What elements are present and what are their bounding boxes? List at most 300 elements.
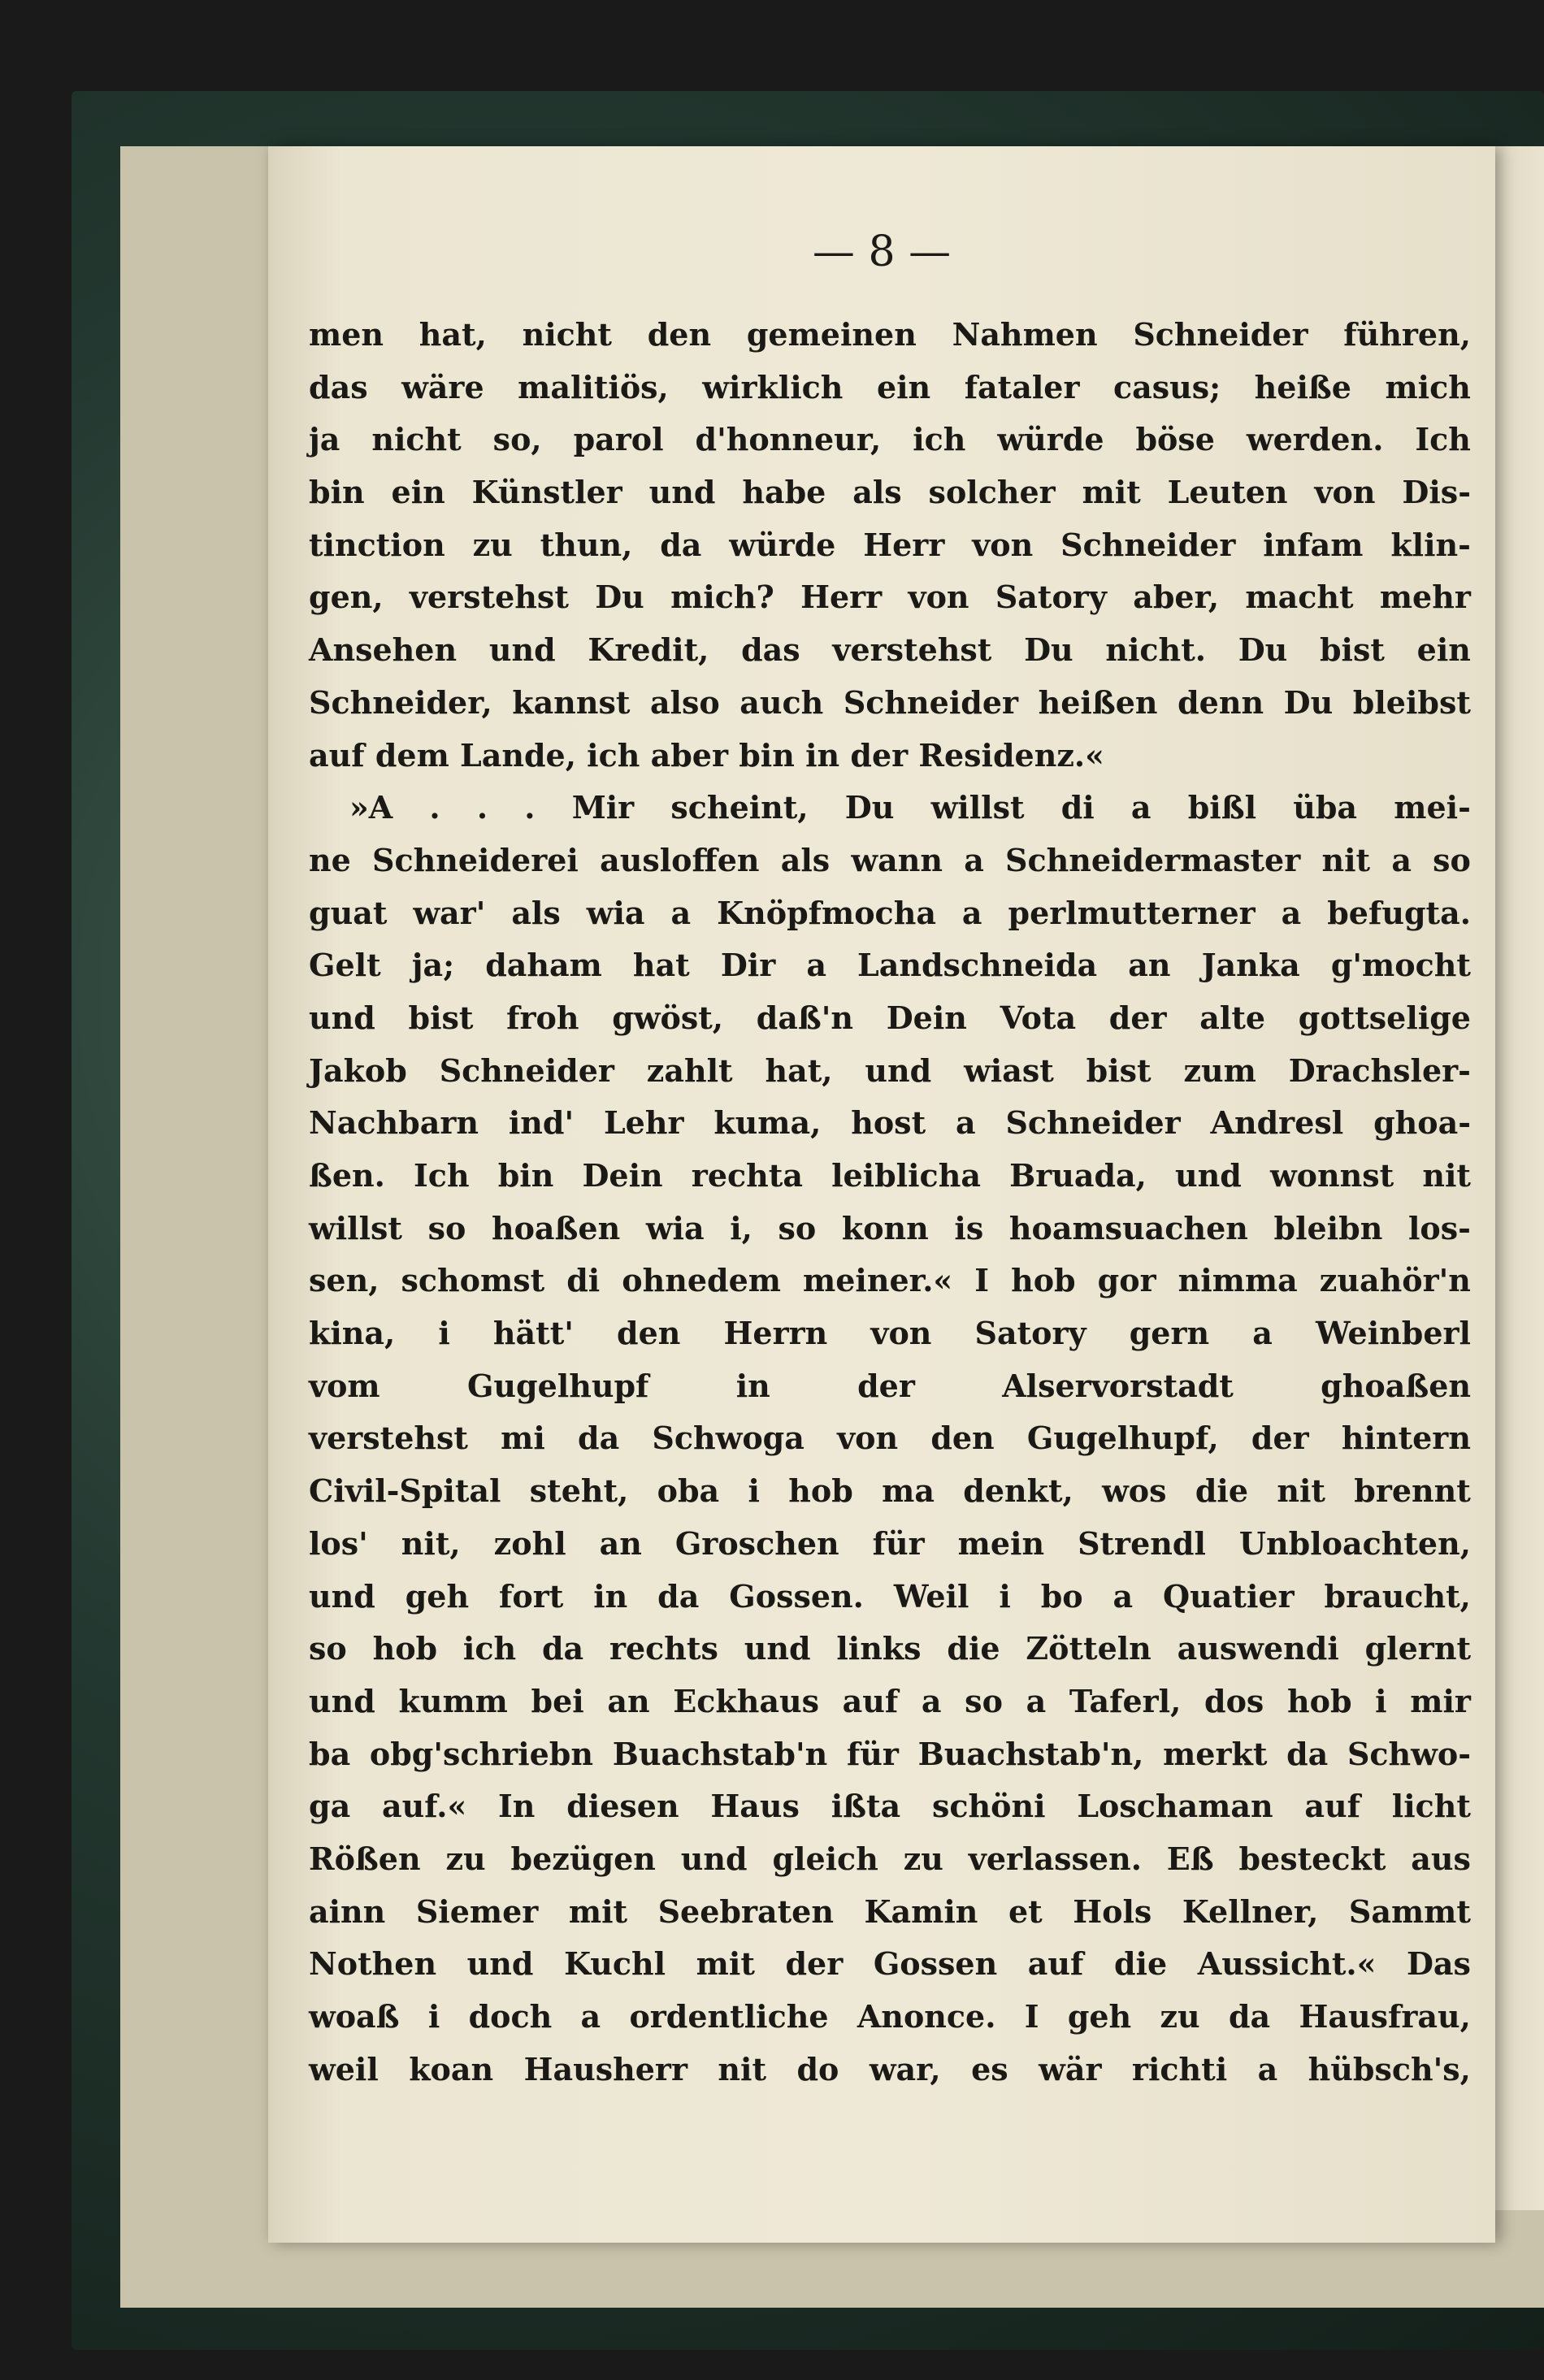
word: besteckt (1238, 1840, 1386, 1877)
word: auf (1027, 1945, 1084, 1983)
word: mei- (1394, 789, 1471, 826)
word: so (965, 1682, 1003, 1719)
text-line (309, 309, 1471, 362)
word: wos (1102, 1472, 1167, 1510)
text-line (309, 992, 1471, 1045)
word: daß'n (756, 999, 854, 1036)
word: Alservorstadt (1002, 1367, 1234, 1404)
word: Satory (995, 579, 1107, 616)
word: nit (718, 2050, 767, 2087)
word: ma (882, 1472, 935, 1510)
word: mein (957, 1524, 1045, 1562)
text-line-content: auf dem Lande, ich aber bin in der Residenz.« (309, 736, 1104, 774)
word: ind' (508, 1104, 575, 1142)
text-line (309, 624, 1471, 677)
word: Schneiderei (372, 841, 579, 878)
word: hintern (1341, 1420, 1471, 1457)
word: ja; (411, 947, 455, 984)
word: oba (657, 1472, 720, 1510)
word: Schneider, (309, 683, 492, 721)
word: aus (1411, 1840, 1471, 1877)
word: i (1375, 1682, 1387, 1719)
word: den (647, 316, 712, 353)
word: da (541, 1630, 584, 1667)
word: und (1175, 1157, 1242, 1194)
word: ordentliche (629, 1998, 829, 2035)
word: Jakob (309, 1051, 407, 1089)
word: a (1391, 841, 1412, 878)
word: und (648, 474, 716, 511)
word: konn (841, 1209, 929, 1246)
word: hoaßen (491, 1209, 621, 1246)
text-line (309, 571, 1471, 624)
word: gwöst, (612, 999, 723, 1036)
word: zu (903, 1840, 943, 1877)
word: merkt (1163, 1735, 1268, 1772)
word: Janka (1201, 947, 1300, 984)
word: Bruada, (1009, 1157, 1147, 1194)
word: dos (1204, 1682, 1264, 1719)
word: Das (1406, 1945, 1471, 1983)
word: In (498, 1788, 536, 1825)
word: verstehst (309, 1420, 468, 1457)
word: befugta. (1327, 894, 1471, 931)
word: Du (844, 789, 895, 826)
word: Quatier (1163, 1577, 1295, 1615)
word: et (1008, 1892, 1043, 1930)
word: . (429, 789, 440, 826)
word: a (670, 894, 692, 931)
word: a (1257, 2050, 1278, 2087)
word: Ich (414, 1157, 470, 1194)
word: nit (1422, 1157, 1471, 1194)
word: und (309, 999, 375, 1036)
word: Du (1024, 631, 1073, 669)
word: do (796, 2050, 839, 2087)
word: ausloffen (600, 841, 760, 878)
word: da (578, 1420, 620, 1457)
word: der (1108, 999, 1167, 1036)
word: willst (930, 789, 1025, 826)
text-line (309, 1886, 1471, 1939)
text-line (309, 1833, 1471, 1886)
word: thun, (540, 526, 633, 563)
word: wäre (401, 368, 484, 405)
word: von (972, 526, 1034, 563)
word: a (580, 1998, 601, 2035)
word: Drachsler- (1288, 1051, 1471, 1089)
word: auswendi (1177, 1630, 1339, 1667)
text-line (309, 782, 1471, 835)
text-line (309, 1412, 1471, 1465)
text-line (309, 1203, 1471, 1255)
word: Rößen (309, 1840, 421, 1877)
word: geh (1067, 1998, 1132, 2035)
word: mit (568, 1892, 628, 1930)
word: kannst (512, 683, 631, 721)
word: Siemer (415, 1892, 539, 1930)
text-line (309, 1097, 1471, 1150)
word: gemeinen (746, 316, 917, 353)
word: fort (499, 1577, 564, 1615)
word: bleibn (1273, 1209, 1383, 1246)
word: hat (632, 947, 690, 984)
text-line (309, 1571, 1471, 1624)
word: wia (586, 894, 645, 931)
word: Herr (863, 526, 945, 563)
word: Gossen. (729, 1577, 864, 1615)
word: licht (1391, 1788, 1471, 1825)
word: der (857, 1367, 915, 1404)
word: auch (739, 683, 824, 721)
word: tinction (309, 526, 445, 563)
word: mit (696, 1945, 755, 1983)
word: schöni (931, 1788, 1046, 1825)
word: ba (309, 1735, 351, 1772)
word: ein (1416, 631, 1471, 669)
word: Andresl (1210, 1104, 1344, 1142)
word: Nothen (309, 1945, 437, 1983)
word: Hols (1073, 1892, 1152, 1930)
word: nimma (1178, 1262, 1298, 1299)
book-page (268, 146, 1495, 2243)
word: ainn (309, 1892, 386, 1930)
word: verlassen. (968, 1840, 1142, 1877)
word: bißl (1187, 789, 1257, 826)
word: es (971, 2050, 1008, 2087)
text-line (309, 887, 1471, 940)
word: wirklich (702, 368, 844, 405)
word: so (1433, 841, 1471, 878)
word: Schwo- (1347, 1735, 1471, 1772)
word: Dein (582, 1157, 663, 1194)
word: a (1130, 789, 1151, 826)
word: hoamsuachen (1008, 1209, 1248, 1246)
word: infam (1263, 526, 1364, 563)
word: ghoaßen (1321, 1367, 1471, 1404)
word: Gossen (873, 1945, 998, 1983)
word: alte (1199, 999, 1266, 1036)
word: hat, (419, 316, 487, 353)
word: glernt (1364, 1630, 1471, 1667)
word: bist (408, 999, 474, 1036)
word: Dein (886, 999, 967, 1036)
text-line (309, 1255, 1471, 1307)
word: Nahmen (952, 316, 1098, 353)
word: bin (309, 474, 365, 511)
word: obg'schriebn (369, 1735, 594, 1772)
word: perlmutterner (1008, 894, 1256, 931)
word: üba (1293, 789, 1358, 826)
word: Gugelhupf, (1026, 1420, 1219, 1457)
word: zum (1183, 1051, 1256, 1089)
text-line (309, 1938, 1471, 1991)
word: parol (573, 421, 664, 458)
text-line (309, 1623, 1471, 1676)
word: Haus (710, 1788, 800, 1825)
word: macht (1245, 579, 1354, 616)
word: Leuten (1167, 474, 1288, 511)
word: also (649, 683, 720, 721)
word: Taferl, (1069, 1682, 1182, 1719)
word: und (466, 1945, 534, 1983)
word: gen, (309, 579, 384, 616)
word: Ich (1415, 421, 1471, 458)
word: das (741, 631, 800, 669)
word: a (1252, 1315, 1273, 1352)
word: bist (1319, 631, 1385, 669)
word: host (851, 1104, 926, 1142)
word: a (1112, 1577, 1134, 1615)
word: der (785, 1945, 844, 1983)
word: ich (462, 1630, 517, 1667)
word: kumm (398, 1682, 508, 1719)
text-line (309, 939, 1471, 992)
word: an (599, 1524, 642, 1562)
word: an (1128, 947, 1171, 984)
word: I (974, 1262, 990, 1299)
word: di (1060, 789, 1095, 826)
word: von (908, 579, 969, 616)
word: den (930, 1420, 995, 1457)
word: auf.« (381, 1788, 467, 1825)
word: so, (492, 421, 542, 458)
word: mi (501, 1420, 545, 1457)
word: mit (1082, 474, 1141, 511)
word: . (524, 789, 536, 826)
word: gor (1097, 1262, 1156, 1299)
text-line (309, 1780, 1471, 1833)
word: die (947, 1630, 1000, 1667)
word: geh (405, 1577, 470, 1615)
word: a (921, 1682, 942, 1719)
word: Hausfrau, (1299, 1998, 1471, 2035)
word: die (1195, 1472, 1249, 1510)
word: da (1228, 1998, 1271, 2035)
word: Du (1283, 683, 1334, 721)
word: Du (1238, 631, 1288, 669)
word: die (1113, 1945, 1168, 1983)
word: bezügen (510, 1840, 656, 1877)
word: vom (309, 1367, 380, 1404)
word: Knöpfmocha (717, 894, 936, 931)
word: gern (1129, 1315, 1210, 1352)
word: guat (309, 894, 388, 931)
word: Weil (893, 1577, 969, 1615)
word: ißta (831, 1788, 901, 1825)
word: links (836, 1630, 922, 1667)
word: würde (997, 421, 1104, 458)
word: d'honneur, (695, 421, 882, 458)
word: das (309, 368, 368, 405)
word: Nachbarn (309, 1104, 479, 1142)
word: verstehst (409, 579, 569, 616)
word: heiße (1254, 368, 1351, 405)
word: bleibst (1352, 683, 1471, 721)
word: Seebraten (657, 1892, 834, 1930)
text-line (309, 1518, 1471, 1571)
word: scheint, (670, 789, 809, 826)
word: mir (1410, 1682, 1471, 1719)
text-line (309, 519, 1471, 572)
word: froh (506, 999, 579, 1036)
word: a (964, 841, 984, 878)
word: Kredit, (588, 631, 709, 669)
word: zu (1160, 1998, 1200, 2035)
word: ein (391, 474, 445, 511)
word: los' (309, 1524, 368, 1562)
word: nit, (401, 1524, 461, 1562)
word: kina, (309, 1315, 396, 1352)
word: in (593, 1577, 628, 1615)
word: denkt, (963, 1472, 1073, 1510)
word: klin- (1390, 526, 1471, 563)
word: rechta (691, 1157, 803, 1194)
word: i (748, 1472, 760, 1510)
word: zu (445, 1840, 486, 1877)
word: zu (472, 526, 513, 563)
word: is (954, 1209, 984, 1246)
word: ich (913, 421, 966, 458)
word: nicht. (1105, 631, 1206, 669)
word: habe (742, 474, 826, 511)
word: diesen (566, 1788, 679, 1825)
word: nit (1277, 1472, 1325, 1510)
word: koan (409, 2050, 494, 2087)
word: i (427, 1998, 440, 2035)
text-line (309, 1360, 1471, 1413)
word: Schneider (1133, 316, 1308, 353)
word: i (999, 1577, 1011, 1615)
word: hob (1286, 1682, 1352, 1719)
word: Schwoga (652, 1420, 805, 1457)
word: als (511, 894, 561, 931)
word: bist (1086, 1051, 1151, 1089)
text-line (309, 1045, 1471, 1098)
word: hätt' (492, 1315, 574, 1352)
word: gottselige (1298, 999, 1471, 1036)
word: Mir (571, 789, 635, 826)
word: fataler (964, 368, 1080, 405)
word: Eß (1166, 1840, 1214, 1877)
word: so (427, 1209, 466, 1246)
word: los- (1407, 1209, 1471, 1246)
word: ja (309, 421, 340, 458)
word: ßen. (309, 1157, 385, 1194)
word: auf (842, 1682, 899, 1719)
word: bin (497, 1157, 554, 1194)
word: kuma, (713, 1104, 822, 1142)
text-line (309, 2044, 1471, 2096)
word: den (617, 1315, 681, 1352)
word: i (438, 1315, 450, 1352)
word: als (852, 474, 902, 511)
word: doch (468, 1998, 553, 2035)
word: di (566, 1262, 601, 1299)
word: Eckhaus (673, 1682, 819, 1719)
word: ghoa- (1373, 1104, 1471, 1142)
word: nicht (371, 421, 462, 458)
word: Schneider (1060, 526, 1236, 563)
word: Lehr (603, 1104, 684, 1142)
word: I (1024, 1998, 1039, 2035)
word: woaß (309, 1998, 400, 2035)
word: braucht, (1324, 1577, 1471, 1615)
word: Kellner, (1182, 1892, 1319, 1930)
word: Strendl (1078, 1524, 1206, 1562)
text-line (309, 1465, 1471, 1518)
text-line (309, 1676, 1471, 1728)
word: Sammt (1348, 1892, 1471, 1930)
word: men (309, 316, 384, 353)
text-line (309, 835, 1471, 887)
word: Hausherr (523, 2050, 687, 2087)
word: hob (1011, 1262, 1076, 1299)
word: Herr (800, 579, 883, 616)
word: wiast (964, 1051, 1054, 1089)
word: Dis- (1402, 474, 1471, 511)
word: Loschaman (1077, 1788, 1273, 1825)
word: Zötteln (1026, 1630, 1151, 1667)
word: richti (1131, 2050, 1228, 2087)
text-line (309, 730, 1471, 782)
word: weil (309, 2050, 379, 2087)
word: brennt (1354, 1472, 1471, 1510)
word: g'mocht (1330, 947, 1471, 984)
text-line (309, 1150, 1471, 1203)
page-number: — 8 — (812, 228, 952, 276)
word: würde (729, 526, 836, 563)
word: Groschen (674, 1524, 839, 1562)
word: Anonce. (857, 1998, 996, 2035)
word: war, (869, 2050, 941, 2087)
word: mich? (670, 579, 774, 616)
word: malitiös, (518, 368, 669, 405)
word: Du (595, 579, 644, 616)
word: böse (1135, 421, 1215, 458)
text-line (309, 414, 1471, 466)
word: denn (1178, 683, 1264, 721)
word: Landschneida (857, 947, 1098, 984)
word: aber, (1133, 579, 1220, 616)
word: Gugelhupf (466, 1367, 649, 1404)
word: bei (531, 1682, 584, 1719)
word: da (1286, 1735, 1329, 1772)
word: von (1314, 474, 1376, 511)
word: Aussicht.« (1197, 1945, 1377, 1983)
word: gleich (772, 1840, 878, 1877)
word: von (837, 1420, 899, 1457)
word: Schneider (843, 683, 1019, 721)
word: a (1281, 894, 1302, 931)
word: ga (309, 1788, 351, 1825)
word: Ansehen (309, 631, 458, 669)
word: nit (1321, 841, 1371, 878)
word: Satory (974, 1315, 1086, 1352)
word: zohl (493, 1524, 566, 1562)
word: Gelt (309, 947, 381, 984)
word: willst (309, 1209, 402, 1246)
word: auf (1304, 1788, 1361, 1825)
word: werden. (1246, 421, 1384, 458)
word: zuahör'n (1319, 1262, 1471, 1299)
word: und (309, 1577, 375, 1615)
word: der (1251, 1420, 1309, 1457)
word: Dir (720, 947, 776, 984)
word: Civil-Spital (309, 1472, 501, 1510)
word: a (806, 947, 826, 984)
word: ohnedem (622, 1262, 781, 1299)
